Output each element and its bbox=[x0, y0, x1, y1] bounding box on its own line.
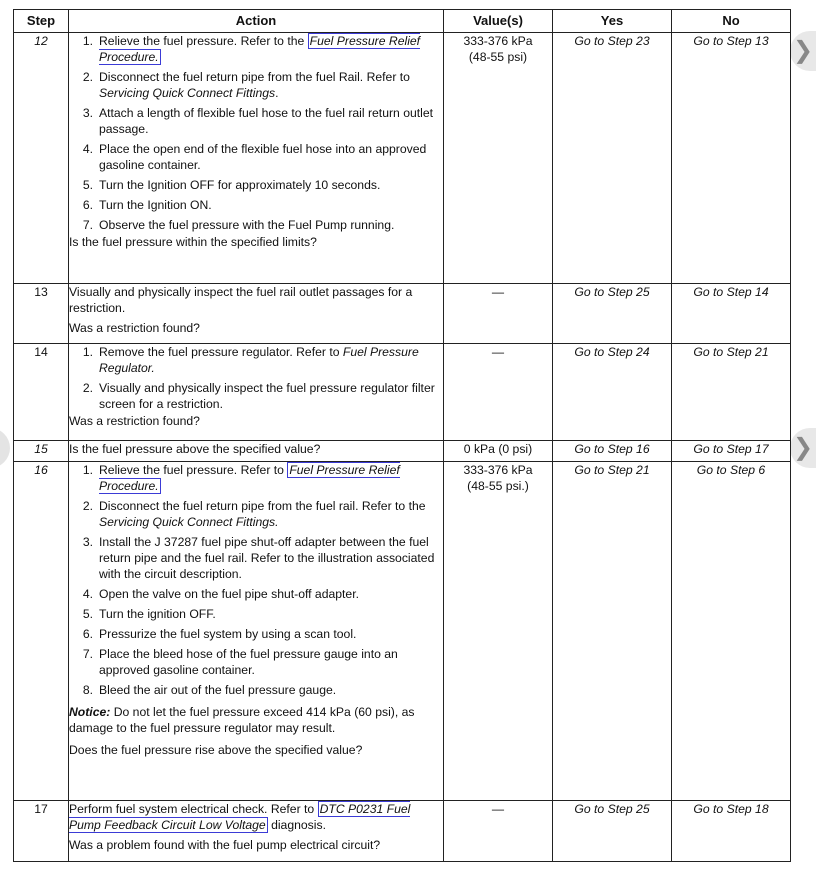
dtc-p0231-link[interactable]: DTC P0231 Fuel Pump Feedback Circuit Low Voltage bbox=[69, 802, 411, 832]
question-text: Does the fuel pressure rise above the specified value? bbox=[69, 743, 363, 757]
list-item: 1. Relieve the fuel pressure. Refer to Fuel Pressure Relief Procedure. bbox=[82, 463, 400, 493]
table-row bbox=[14, 462, 791, 801]
step-number: 14 bbox=[14, 344, 69, 441]
fuel-pressure-relief-link[interactable]: Fuel Pressure Relief Procedure. bbox=[99, 463, 400, 493]
action-cell bbox=[69, 441, 444, 462]
next-page-arrow[interactable] bbox=[790, 31, 816, 71]
step-number: 16 bbox=[14, 462, 69, 801]
header-row bbox=[14, 10, 791, 33]
list-item: 7. Observe the fuel pressure with the Fuel Pump running. bbox=[82, 218, 395, 232]
question-text: Was a problem found with the fuel pump electrical circuit? bbox=[69, 838, 381, 852]
table-row bbox=[14, 441, 791, 462]
question-text: Was a restriction found? bbox=[69, 321, 200, 335]
yes-goto-link[interactable]: Go to Step 23 bbox=[553, 33, 672, 284]
list-item: 3. Attach a length of flexible fuel hose to the fuel rail return outlet passage. bbox=[82, 106, 434, 136]
no-goto-link[interactable]: Go to Step 6 bbox=[672, 462, 791, 801]
list-item: 1. Remove the fuel pressure regulator. Refer to Fuel Pressure Regulator. bbox=[82, 345, 419, 375]
list-item: 2. Disconnect the fuel return pipe from the fuel Rail. Refer to Servicing Quick Connect Fittings. bbox=[82, 70, 410, 100]
action-cell bbox=[69, 344, 444, 441]
header-values: Value(s) bbox=[444, 10, 553, 33]
value-cell: — bbox=[444, 344, 553, 441]
diagnostic-table bbox=[13, 9, 791, 862]
list-item: 2. Visually and physically inspect the fuel pressure regulator filter screen for a restriction. bbox=[82, 381, 435, 411]
list-item: 6. Pressurize the fuel system by using a scan tool. bbox=[82, 627, 357, 641]
yes-goto-link[interactable]: Go to Step 21 bbox=[553, 462, 672, 801]
list-item: 8. Bleed the air out of the fuel pressure gauge. bbox=[82, 683, 337, 697]
list-item: 4. Place the open end of the flexible fuel hose into an approved gasoline container. bbox=[82, 142, 427, 172]
no-goto-link[interactable]: Go to Step 21 bbox=[672, 344, 791, 441]
table-row bbox=[14, 801, 791, 862]
notice-label: Notice: bbox=[69, 705, 111, 719]
prev-section-arrow[interactable] bbox=[0, 428, 10, 468]
action-cell bbox=[69, 33, 444, 284]
notice-text: Notice: Do not let the fuel pressure exceed 414 kPa (60 psi), as damage to the fuel pressure regulator may result. bbox=[69, 705, 415, 735]
step-number: 13 bbox=[14, 284, 69, 344]
action-cell bbox=[69, 462, 444, 801]
value-cell: — bbox=[444, 801, 553, 862]
fuel-pressure-relief-link[interactable]: Fuel Pressure Relief Procedure. bbox=[99, 34, 421, 64]
no-goto-link[interactable]: Go to Step 18 bbox=[672, 801, 791, 862]
header-no: No bbox=[672, 10, 791, 33]
yes-goto-link[interactable]: Go to Step 25 bbox=[553, 801, 672, 862]
procedure-list bbox=[69, 462, 443, 698]
header-action: Action bbox=[69, 10, 444, 33]
no-goto-link[interactable]: Go to Step 13 bbox=[672, 33, 791, 284]
list-item: 4. Open the valve on the fuel pipe shut-off adapter. bbox=[82, 587, 359, 601]
list-item: 1. Relieve the fuel pressure. Refer to the Fuel Pressure Relief Procedure. bbox=[82, 34, 421, 64]
question-text: Is the fuel pressure within the specified limits? bbox=[69, 235, 317, 249]
header-yes: Yes bbox=[553, 10, 672, 33]
list-item: 5. Turn the ignition OFF. bbox=[82, 607, 216, 621]
table-row bbox=[14, 344, 791, 441]
yes-goto-link[interactable]: Go to Step 25 bbox=[553, 284, 672, 344]
question-text: Was a restriction found? bbox=[69, 414, 200, 428]
next-section-arrow[interactable] bbox=[790, 428, 816, 468]
no-goto-link[interactable]: Go to Step 14 bbox=[672, 284, 791, 344]
yes-goto-link[interactable]: Go to Step 24 bbox=[553, 344, 672, 441]
header-step: Step bbox=[14, 10, 69, 33]
procedure-list bbox=[69, 344, 443, 412]
action-cell: Visually and physically inspect the fuel rail outlet passages for a restriction. Was a restriction found? bbox=[69, 284, 444, 344]
no-goto-link[interactable]: Go to Step 17 bbox=[672, 441, 791, 462]
question-text: Is the fuel pressure above the specified value? bbox=[69, 442, 321, 456]
list-item: 3. Install the J 37287 fuel pipe shut-off adapter between the fuel return pipe and the fuel rail. Refer to the illustration associated with the circuit description. bbox=[82, 535, 435, 581]
step-number: 12 bbox=[14, 33, 69, 284]
yes-goto-link[interactable]: Go to Step 16 bbox=[553, 441, 672, 462]
value-cell: 333-376 kPa (48-55 psi) bbox=[444, 33, 553, 284]
list-item: 2. Disconnect the fuel return pipe from the fuel rail. Refer to the Servicing Quick Connect Fittings. bbox=[82, 499, 426, 529]
procedure-list bbox=[69, 33, 443, 233]
value-cell: 333-376 kPa (48-55 psi.) bbox=[444, 462, 553, 801]
step-number: 17 bbox=[14, 801, 69, 862]
table-row bbox=[14, 33, 791, 284]
table-row bbox=[14, 284, 791, 344]
chevron-right-icon: ❯ bbox=[792, 37, 814, 64]
action-cell: Perform fuel system electrical check. Refer to DTC P0231 Fuel Pump Feedback Circuit Low Voltage diagnosis. Was a problem found with the fuel pump electrical circuit? bbox=[69, 801, 444, 862]
value-cell: 0 kPa (0 psi) bbox=[444, 441, 553, 462]
chevron-right-icon: ❯ bbox=[792, 434, 814, 461]
step-number: 15 bbox=[14, 441, 69, 462]
list-item: 5. Turn the Ignition OFF for approximately 10 seconds. bbox=[82, 178, 381, 192]
value-cell: — bbox=[444, 284, 553, 344]
list-item: 6. Turn the Ignition ON. bbox=[82, 198, 212, 212]
list-item: 7. Place the bleed hose of the fuel pressure gauge into an approved gasoline container. bbox=[82, 647, 398, 677]
